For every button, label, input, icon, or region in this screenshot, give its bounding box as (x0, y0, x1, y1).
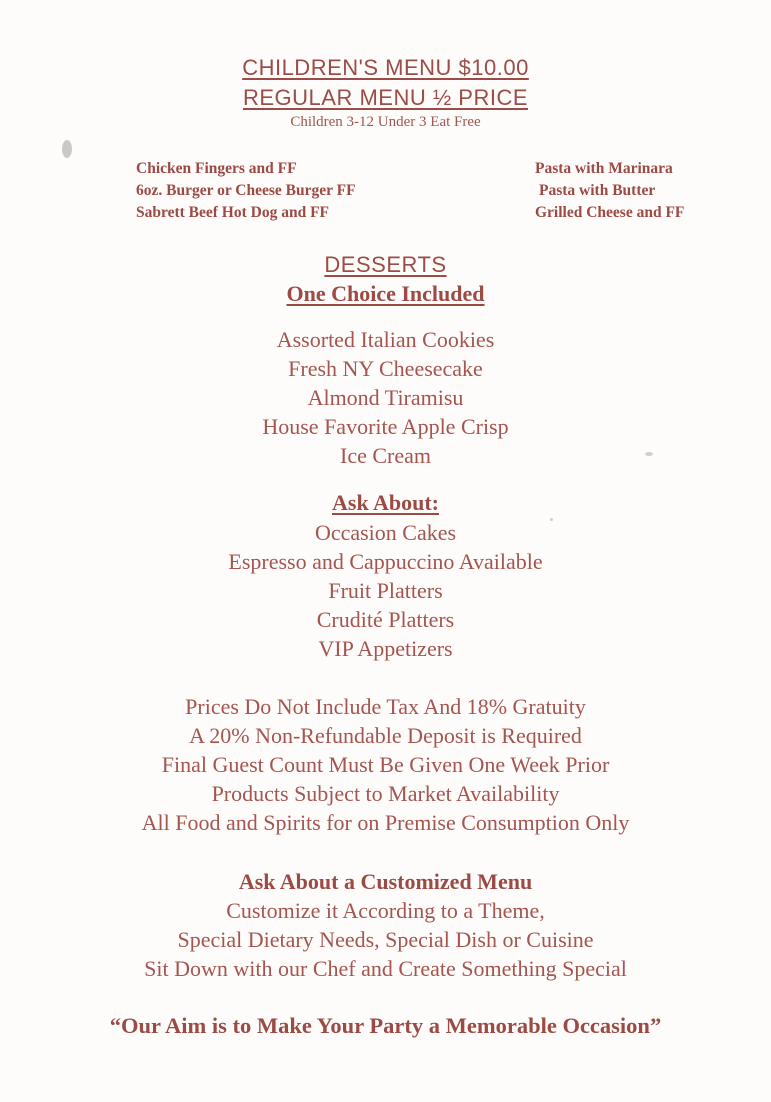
list-item: Ice Cream (340, 443, 431, 468)
list-item: Customize it According to a Theme, (226, 898, 545, 923)
ask-about-title: Ask About: (332, 490, 439, 515)
list-item: Prices Do Not Include Tax And 18% Gratuity (185, 694, 586, 719)
list-item: Crudité Platters (316, 607, 455, 632)
list-item: Pasta with Marinara (535, 160, 673, 177)
list-item: 6oz. Burger or Cheese Burger FF (136, 182, 356, 199)
list-item: Pasta with Butter (539, 182, 656, 199)
policies-list (0, 692, 771, 837)
kids-menu-left (136, 158, 356, 224)
list-item: House Favorite Apple Crisp (262, 414, 509, 439)
list-item: Occasion Cakes (314, 520, 457, 545)
childrens-menu-title: CHILDREN'S MENU $10.00 (242, 55, 529, 80)
kids-menu-right (535, 158, 684, 224)
list-item: Final Guest Count Must Be Given One Week Prior (161, 752, 610, 777)
list-item: Sabrett Beef Hot Dog and FF (136, 204, 330, 221)
scan-speck (62, 140, 72, 158)
desserts-list (0, 325, 771, 470)
custom-menu-title: Ask About a Customized Menu (238, 869, 533, 894)
list-item: Chicken Fingers and FF (136, 160, 297, 177)
list-item: All Food and Spirits for on Premise Consumption Only (141, 810, 630, 835)
list-item: Grilled Cheese and FF (535, 204, 685, 221)
list-item: Fruit Platters (328, 578, 443, 603)
ask-about-list (0, 518, 771, 663)
list-item: Sit Down with our Chef and Create Something Special (144, 956, 627, 981)
list-item: Special Dietary Needs, Special Dish or Cuisine (177, 927, 594, 952)
regular-menu-note: REGULAR MENU ½ PRICE (242, 85, 529, 110)
tagline: “Our Aim is to Make Your Party a Memorable Occasion” (109, 1013, 662, 1038)
list-item: Products Subject to Market Availability (211, 781, 560, 806)
age-note: Children 3-12 Under 3 Eat Free (290, 114, 481, 130)
desserts-title: DESSERTS (324, 252, 447, 277)
desserts-subtitle: One Choice Included (286, 281, 485, 306)
custom-menu-lines (0, 896, 771, 983)
list-item: Almond Tiramisu (307, 385, 464, 410)
list-item: Espresso and Cappuccino Available (228, 549, 543, 574)
list-item: Fresh NY Cheesecake (288, 356, 483, 381)
list-item: Assorted Italian Cookies (276, 327, 495, 352)
list-item: VIP Appetizers (318, 636, 453, 661)
list-item: A 20% Non-Refundable Deposit is Required (189, 723, 582, 748)
